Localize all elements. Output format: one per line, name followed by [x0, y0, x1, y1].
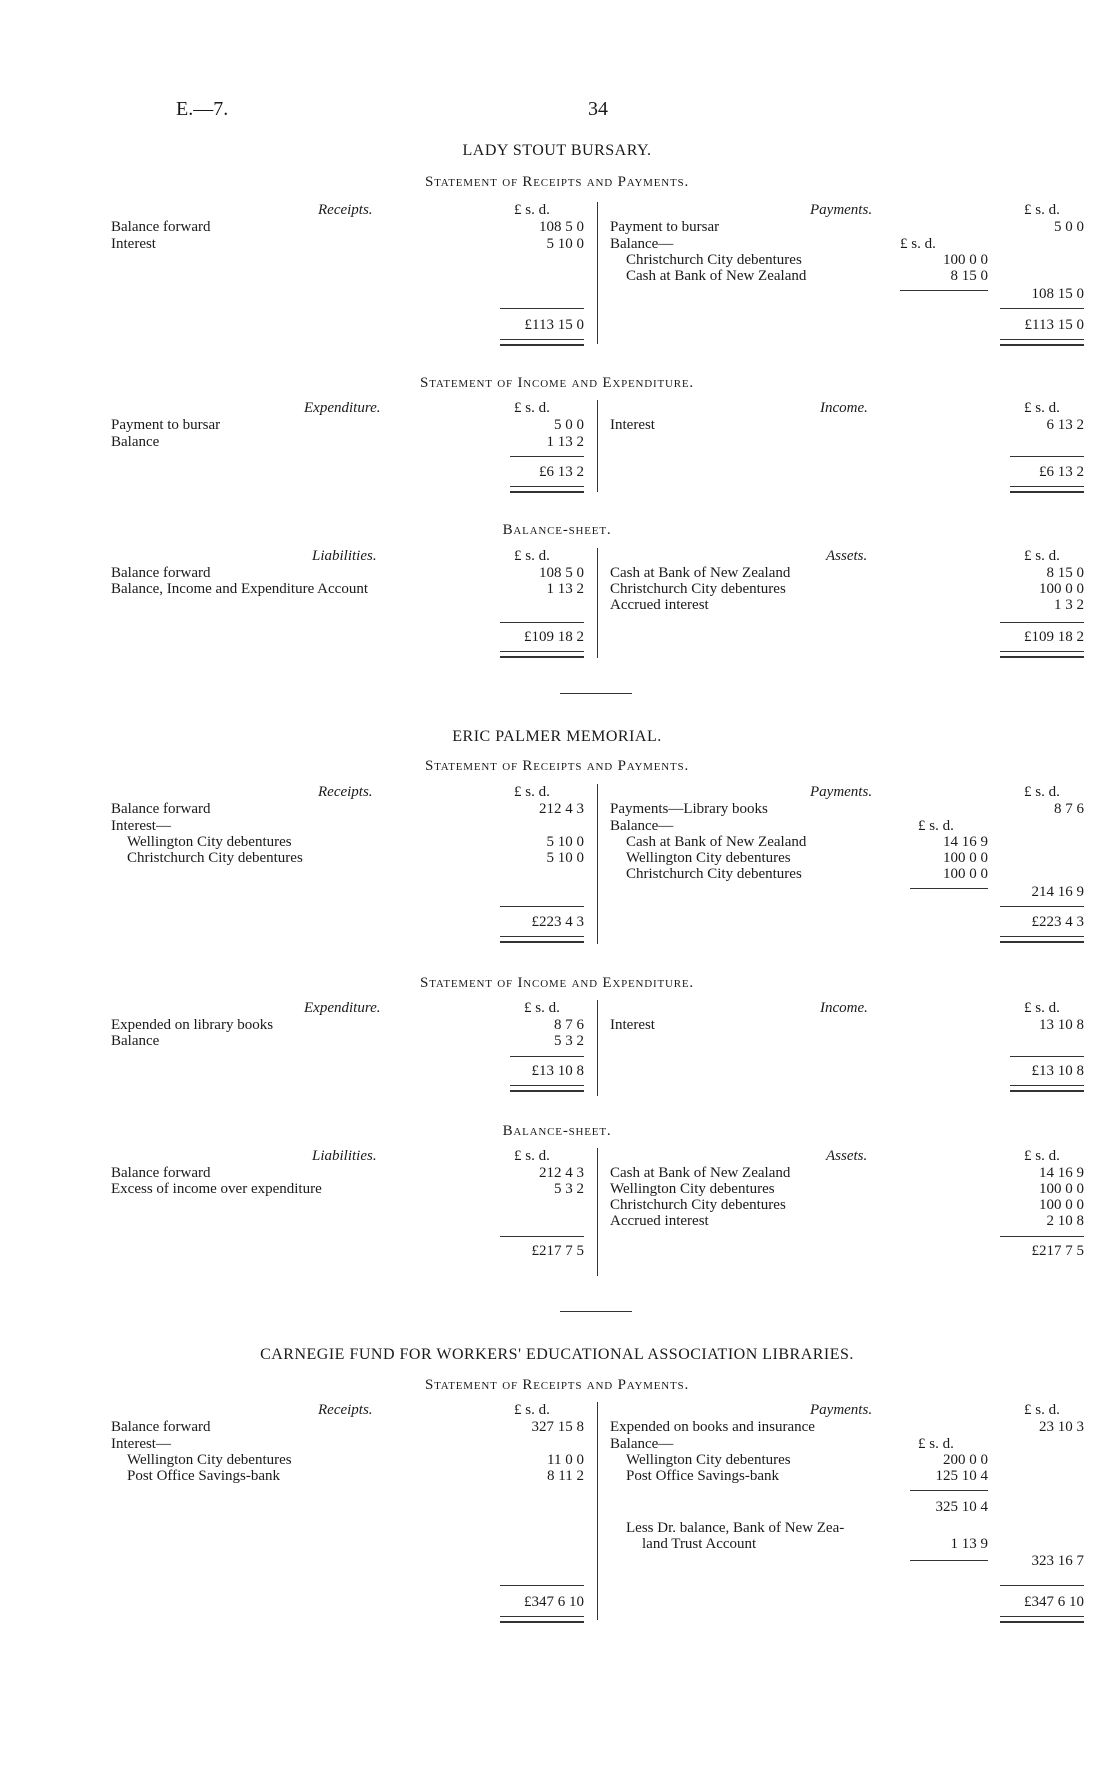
amount: 5 3 2 — [554, 1033, 584, 1049]
total: £217 7 5 — [1031, 1243, 1084, 1259]
ledger-item: Excess of income over expenditure — [111, 1181, 322, 1197]
amount: 212 4 3 — [539, 1165, 584, 1181]
ledger-item: Balance— — [610, 1436, 674, 1452]
ledger-item: Interest— — [111, 1436, 171, 1452]
ledger-item: Expended on books and insurance — [610, 1419, 815, 1435]
amount: 8 15 0 — [1046, 565, 1084, 581]
amount: 5 10 0 — [546, 834, 584, 850]
amount: 100 0 0 — [1039, 1181, 1084, 1197]
currency-header: £ s. d. — [918, 818, 954, 834]
total: £109 18 2 — [524, 629, 584, 645]
rule — [510, 456, 584, 457]
amount: 323 16 7 — [1031, 1553, 1084, 1569]
currency-header: £ s. d. — [514, 1402, 550, 1418]
amount: 2 10 8 — [1046, 1213, 1084, 1229]
rule — [1010, 1085, 1084, 1092]
total: £113 15 0 — [1024, 317, 1084, 333]
ledger-item: Wellington City debentures — [626, 850, 791, 866]
amount: 1 13 2 — [546, 581, 584, 597]
currency-header: £ s. d. — [1024, 1402, 1060, 1418]
currency-header: £ s. d. — [1024, 1148, 1060, 1164]
payments-label: Payments. — [810, 784, 873, 800]
ledger-item: Cash at Bank of New Zealand — [626, 268, 807, 284]
amount: 6 13 2 — [1046, 417, 1084, 433]
expenditure-label: Expenditure. — [304, 400, 381, 416]
rule — [500, 622, 584, 623]
amount: 8 15 0 — [950, 268, 988, 284]
ledger-item: Christchurch City debentures — [626, 252, 802, 268]
amount: 5 10 0 — [546, 236, 584, 252]
ledger-item: Payment to bursar — [610, 219, 720, 235]
ledger-item: Balance forward — [111, 1165, 211, 1181]
ledger-item: Balance forward — [111, 1419, 211, 1435]
ledger-item: Wellington City debentures — [626, 1452, 791, 1468]
ledger-item: Post Office Savings-bank — [127, 1468, 281, 1484]
amount: 100 0 0 — [943, 252, 988, 268]
currency-header: £ s. d. — [514, 1148, 550, 1164]
ledger-item: Interest— — [111, 818, 171, 834]
currency-header: £ s. d. — [514, 400, 550, 416]
page-number: 34 — [588, 98, 608, 120]
ledger-item: Balance forward — [111, 565, 211, 581]
rule — [1000, 651, 1084, 658]
ledger-item: Balance— — [610, 236, 674, 252]
rule — [1010, 1056, 1084, 1057]
ledger-item: Balance— — [610, 818, 674, 834]
total: £13 10 8 — [1031, 1063, 1084, 1079]
total: £223 4 3 — [1031, 914, 1084, 930]
currency-header: £ s. d. — [1024, 400, 1060, 416]
liabilities-label: Liabilities. — [312, 548, 377, 564]
statement-heading: Statement of Receipts and Payments. — [424, 174, 690, 190]
currency-header: £ s. d. — [514, 202, 550, 218]
rule — [500, 906, 584, 907]
ledger-item: Wellington City debentures — [610, 1181, 775, 1197]
total: £6 13 2 — [539, 464, 584, 480]
ledger-item: Christchurch City debentures — [127, 850, 303, 866]
ledger-item: Balance, Income and Expenditure Account — [111, 581, 368, 597]
amount: 5 10 0 — [546, 850, 584, 866]
statement-heading: Statement of Income and Expenditure. — [420, 975, 694, 991]
amount: 11 0 0 — [547, 1452, 584, 1468]
ledger-item: Interest — [610, 417, 655, 433]
report-reference: E.—7. — [176, 98, 229, 120]
total: £223 4 3 — [531, 914, 584, 930]
total: £6 13 2 — [1039, 464, 1084, 480]
rule — [500, 308, 584, 309]
currency-header: £ s. d. — [1024, 1000, 1060, 1016]
column-divider — [597, 1000, 598, 1096]
rule — [1010, 486, 1084, 493]
income-label: Income. — [820, 1000, 868, 1016]
rule — [910, 1490, 988, 1491]
ledger-item: Interest — [111, 236, 156, 252]
amount: 200 0 0 — [943, 1452, 988, 1468]
amount: 8 7 6 — [1054, 801, 1084, 817]
ledger-item: Cash at Bank of New Zealand — [626, 834, 807, 850]
section-title: LADY STOUT BURSARY. — [462, 142, 652, 159]
amount: 1 13 9 — [950, 1536, 988, 1552]
amount: 108 5 0 — [539, 219, 584, 235]
rule — [1010, 456, 1084, 457]
ledger-item: Expended on library books — [111, 1017, 274, 1033]
amount: 23 10 3 — [1039, 1419, 1084, 1435]
section-title: CARNEGIE FUND FOR WORKERS' EDUCATIONAL ASSOCIATION LIBRARIES. — [260, 1346, 854, 1363]
rule — [1000, 308, 1084, 309]
section-separator — [560, 693, 632, 694]
currency-header: £ s. d. — [524, 1000, 560, 1016]
rule — [1000, 1236, 1084, 1237]
statement-heading: Statement of Receipts and Payments. — [424, 758, 690, 774]
payments-label: Payments. — [810, 1402, 873, 1418]
total: £347 6 10 — [1024, 1594, 1084, 1610]
rule — [1000, 1616, 1084, 1623]
amount: 108 15 0 — [1031, 286, 1084, 302]
rule — [500, 936, 584, 943]
rule — [1000, 622, 1084, 623]
total: £13 10 8 — [531, 1063, 584, 1079]
statement-heading: Balance-sheet. — [502, 522, 612, 538]
column-divider — [597, 548, 598, 658]
amount: 14 16 9 — [943, 834, 988, 850]
rule — [500, 1616, 584, 1623]
rule — [500, 1236, 584, 1237]
ledger-item: Interest — [610, 1017, 655, 1033]
rule — [510, 486, 584, 493]
ledger-item: Accrued interest — [610, 597, 709, 613]
ledger-item: Payments—Library books — [610, 801, 768, 817]
ledger-item: Post Office Savings-bank — [626, 1468, 780, 1484]
statement-heading: Balance-sheet. — [502, 1123, 612, 1139]
ledger-item: Payment to bursar — [111, 417, 221, 433]
assets-label: Assets. — [826, 1148, 868, 1164]
ledger-item: Christchurch City debentures — [626, 866, 802, 882]
amount: 108 5 0 — [539, 565, 584, 581]
amount: 14 16 9 — [1039, 1165, 1084, 1181]
income-label: Income. — [820, 400, 868, 416]
assets-label: Assets. — [826, 548, 868, 564]
currency-header: £ s. d. — [1024, 548, 1060, 564]
ledger-item: Accrued interest — [610, 1213, 709, 1229]
total: £113 15 0 — [524, 317, 584, 333]
total: £109 18 2 — [1024, 629, 1084, 645]
amount: 125 10 4 — [935, 1468, 988, 1484]
ledger-item: Wellington City debentures — [127, 834, 292, 850]
rule — [1000, 936, 1084, 943]
rule — [510, 1085, 584, 1092]
ledger-item: Cash at Bank of New Zealand — [610, 565, 791, 581]
ledger-item: Balance — [111, 434, 160, 450]
amount: 212 4 3 — [539, 801, 584, 817]
receipts-label: Receipts. — [318, 1402, 373, 1418]
ledger-item: Less Dr. balance, Bank of New Zea- — [626, 1520, 845, 1536]
amount: 13 10 8 — [1039, 1017, 1084, 1033]
amount: 100 0 0 — [943, 866, 988, 882]
rule — [910, 1560, 988, 1561]
total: £347 6 10 — [524, 1594, 584, 1610]
rule — [500, 339, 584, 346]
amount: 1 13 2 — [546, 434, 584, 450]
ledger-item: Balance forward — [111, 219, 211, 235]
receipts-label: Receipts. — [318, 202, 373, 218]
column-divider — [597, 1402, 598, 1620]
rule — [500, 651, 584, 658]
rule — [1000, 339, 1084, 346]
rule — [900, 290, 988, 291]
total: £217 7 5 — [531, 1243, 584, 1259]
currency-header: £ s. d. — [1024, 202, 1060, 218]
amount: 100 0 0 — [1039, 581, 1084, 597]
column-divider — [597, 400, 598, 492]
section-title: ERIC PALMER MEMORIAL. — [452, 728, 662, 745]
ledger-item: Balance forward — [111, 801, 211, 817]
ledger-item: Balance — [111, 1033, 160, 1049]
ledger-item: Wellington City debentures — [127, 1452, 292, 1468]
statement-heading: Statement of Receipts and Payments. — [424, 1377, 690, 1393]
rule — [500, 1585, 584, 1586]
currency-header: £ s. d. — [1024, 784, 1060, 800]
statement-heading: Statement of Income and Expenditure. — [420, 375, 694, 391]
amount: 327 15 8 — [531, 1419, 584, 1435]
amount: 5 3 2 — [554, 1181, 584, 1197]
amount: 5 0 0 — [554, 417, 584, 433]
amount: 100 0 0 — [943, 850, 988, 866]
amount: 5 0 0 — [1054, 219, 1084, 235]
payments-label: Payments. — [810, 202, 873, 218]
amount: 8 11 2 — [547, 1468, 584, 1484]
currency-header: £ s. d. — [514, 784, 550, 800]
rule — [910, 888, 988, 889]
receipts-label: Receipts. — [318, 784, 373, 800]
column-divider — [597, 202, 598, 344]
rule — [1000, 1585, 1084, 1586]
liabilities-label: Liabilities. — [312, 1148, 377, 1164]
column-divider — [597, 784, 598, 944]
ledger-item: Christchurch City debentures — [610, 1197, 786, 1213]
expenditure-label: Expenditure. — [304, 1000, 381, 1016]
amount: 214 16 9 — [1031, 884, 1084, 900]
amount: 1 3 2 — [1054, 597, 1084, 613]
ledger-item: land Trust Account — [642, 1536, 757, 1552]
rule — [1000, 906, 1084, 907]
currency-header: £ s. d. — [918, 1436, 954, 1452]
currency-header: £ s. d. — [514, 548, 550, 564]
ledger-item: Cash at Bank of New Zealand — [610, 1165, 791, 1181]
amount: 8 7 6 — [554, 1017, 584, 1033]
ledger-item: Christchurch City debentures — [610, 581, 786, 597]
currency-header: £ s. d. — [900, 236, 936, 252]
column-divider — [597, 1148, 598, 1276]
rule — [510, 1056, 584, 1057]
section-separator — [560, 1311, 632, 1312]
amount: 100 0 0 — [1039, 1197, 1084, 1213]
subtotal: 325 10 4 — [935, 1499, 988, 1515]
